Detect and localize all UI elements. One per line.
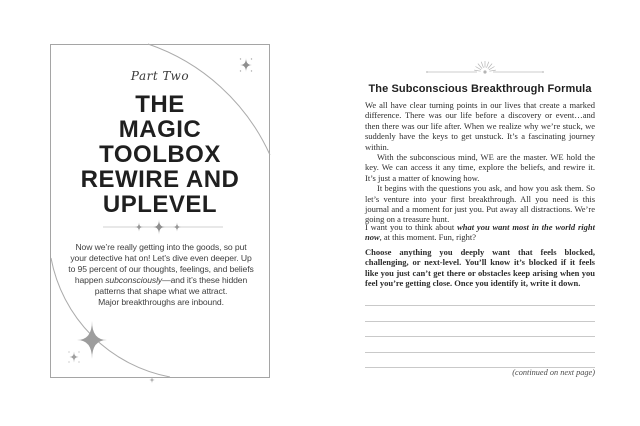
emphasized-phrase: what you want most in the world right now <box>365 222 595 243</box>
part-title-line: THE <box>135 91 185 118</box>
large-sparkle-icon <box>68 321 107 363</box>
right-page <box>320 0 640 426</box>
part-label: Part Two <box>130 69 190 83</box>
part-title-line: REWIRE AND <box>80 166 240 193</box>
sunburst-divider-icon <box>425 57 545 79</box>
intro-line: Now we’re really getting into the goods, so put <box>75 242 247 252</box>
instruction-paragraph <box>365 247 595 289</box>
writing-line <box>365 291 595 307</box>
paragraph: It begins with the questions you ask, and how you ask them. So let’s venture into your first breakthrough. All you need is this journal and a moment for just you. Put away all distractions. We’re going on a treasure hunt. <box>365 183 595 225</box>
intro-line: your detective hat on! Let’s dive even deeper. Up <box>70 253 252 263</box>
chapter-heading: The Subconscious Breakthrough Formula <box>368 83 592 95</box>
paragraph: With the subconscious mind, WE are the master. WE hold the key. We can access it any time, explore the beliefs, and rewire it. It’s just a matter of knowing how. <box>365 152 595 183</box>
part-title <box>51 92 269 217</box>
part-intro-text <box>62 242 260 308</box>
prompt-paragraph <box>365 222 595 243</box>
intro-line: to 95 percent of our thoughts, feelings, and beliefs <box>68 264 254 274</box>
paragraph: We all have clear turning points in our lives that create a marked difference. There was our life before a discovery or event…and then there was our life after. When we realize why we’re stuck, we suddenly have the keys to get unstuck. It’s a fascinating journey within. <box>365 100 595 152</box>
tiny-sparkle-icon <box>149 377 155 384</box>
writing-line <box>365 306 595 322</box>
intro-line: Major breakthroughs are inbound. <box>98 297 224 307</box>
part-title-line: MAGIC <box>118 116 202 143</box>
writing-line <box>365 353 595 369</box>
part-title-line: UPLEVEL <box>102 191 218 218</box>
intro-line: happen subconsciously—and it’s these hidden <box>74 275 248 285</box>
part-title-line: TOOLBOX <box>99 141 221 168</box>
continued-note: (continued on next page) <box>512 368 595 377</box>
intro-line: patterns that shape what we attract. <box>94 286 228 296</box>
chapter-body <box>365 100 595 225</box>
part-opener-frame <box>50 44 270 378</box>
writing-lines <box>365 291 595 369</box>
writing-line <box>365 337 595 353</box>
paragraph: Choose anything you deeply want that feels blocked, challenging, or next-level. You’ll know it’s blocked if it feels like you just can’t get there or obstacles keep arising when you feel you’re getting close. Once you identify it, write it down. <box>365 247 595 289</box>
writing-line <box>365 322 595 338</box>
sparkle-divider <box>103 220 223 235</box>
paragraph: I want you to think about what you want most in the world right now, at this moment. Fun, right? <box>365 222 595 243</box>
